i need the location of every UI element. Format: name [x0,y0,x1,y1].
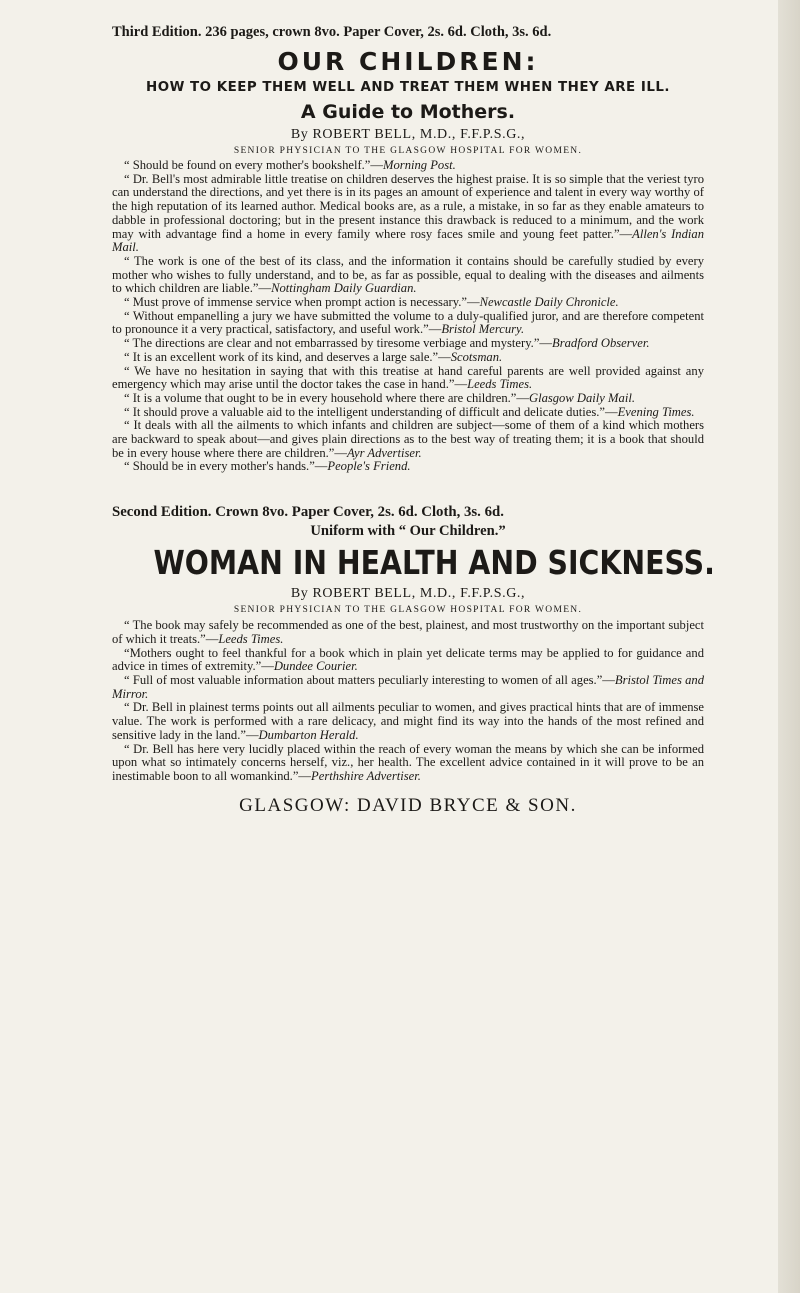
review-source: Nottingham Daily Guardian. [271,281,417,296]
woman-health-title: WOMAN IN HEALTH AND SICKNESS. [153,543,715,583]
second-author-position: SENIOR PHYSICIAN TO THE GLASGOW HOSPITAL FOR WOMEN. [233,605,583,616]
review-item: “ It should prove a valuable aid to the intelligent understanding of difficult and delicate duties.”—Evening Times. [124,404,695,419]
review-item: “ Dr. Bell has here very lucidly placed within the reach of every woman the means by which she can be informed upon what so intimately concerns herself, viz., her health. The excellent advice contained in it will prove to be an inestimable boon to all womankind.”—Perthshire Advertiser. [112,741,704,783]
review-item: “ It is a volume that ought to be in every household where there are children.”—Glasgow Daily Mail. [124,390,635,405]
review-source: Leeds Times. [467,377,533,392]
review-item: “ Must prove of immense service when prompt action is necessary.”—Newcastle Daily Chronicle. [124,295,619,310]
first-author-position: SENIOR PHYSICIAN TO THE GLASGOW HOSPITAL FOR WOMEN. [233,146,583,156]
review-item: “ It is an excellent work of its kind, and deserves a large sale.”—Scotsman. [124,349,503,364]
review-source: Newcastle Daily Chronicle. [479,295,619,310]
review-source: People's Friend. [327,459,411,474]
review-item: “ Full of most valuable information about matters peculiarly interesting to women of all ages.”—Bristol Times and Mirror. [112,672,705,701]
review-item: “ The work is one of the best of its class, and the information it contains should be carefully studied by every mother who wishes to fully understand, and to be, as far as possible, equal to dealing with the diseases and ailments to which children are liable.”—Nottingham Daily Guardian. [112,253,704,296]
review-item: “ The book may safely be recommended as one of the best, plainest, and most trustworthy on the important subject of which it treats.”—Leeds Times. [112,618,704,646]
our-children-subtitle: HOW TO KEEP THEM WELL AND TREAT THEM WHEN THEY ARE ILL. [146,80,670,95]
review-source: Perthshire Advertiser. [311,768,421,783]
first-edition-line: Third Edition. 236 pages, crown 8vo. Paper Cover, 2s. 6d. Cloth, 3s. 6d. [112,24,552,40]
uniform-with-line: Uniform with “ Our Children.” [310,523,506,540]
review-item: “ Without empanelling a jury we have submitted the volume to a duly-qualified juror, and are therefore competent to pronounce it a very practical, satisfactory, and useful work.”—Bristol Mercury. [112,308,704,337]
review-source: Bristol Mercury. [441,322,525,337]
review-source: Bradford Observer. [552,336,650,351]
review-source: Dundee Courier. [273,659,358,674]
review-item: “ We have no hesitation in saying that with this treatise at hand careful parents are well provided against any emergency which may arise until the doctor takes the case in hand.”—Leeds Times. [112,363,704,392]
publisher-imprint: GLASGOW: DAVID BRYCE & SON. [239,794,577,816]
review-source: Allen's Indian Mail. [112,226,704,255]
review-source: Scotsman. [450,349,503,364]
page-edge-shadow [778,0,800,1293]
second-author-byline: By ROBERT BELL, M.D., F.F.P.S.G., [290,586,526,602]
first-author-byline: By ROBERT BELL, M.D., F.F.P.S.G., [290,127,526,142]
review-source: Morning Post. [383,158,456,172]
review-item: “ The directions are clear and not embarrassed by tiresome verbiage and mystery.”—Bradford Observer. [124,336,650,351]
our-children-title: OUR CHILDREN: [277,47,539,76]
review-item: “ Should be in every mother's hands.”—People's Friend. [124,459,411,474]
guide-heading: A Guide to Mothers. [300,101,516,123]
page-content [112,22,715,818]
review-item: “ Should be found on every mother's bookshelf.”—Morning Post. [124,158,456,172]
review-source: Dumbarton Herald. [258,727,359,742]
review-item: “ Dr. Bell in plainest terms points out all ailments peculiar to women, and gives practical hints that are of immense value. The work is performed with a rare delicacy, and might find its way into the hands of the most refined and sensitive lady in the land.”—Dumbarton Herald. [112,700,704,742]
review-source: Glasgow Daily Mail. [528,390,635,405]
review-source: Ayr Advertiser. [346,445,422,460]
first-reviews [112,159,704,474]
review-source: Bristol Times and Mirror. [112,672,705,701]
review-item: “ It deals with all the ailments to which infants and children are subject—some of them of a kind which mothers are backward to speak about—and gives plain directions as to the best way of treating them; it is a book that should be in every house where there are children.”—Ayr Advertiser. [112,418,704,460]
second-edition-line: Second Edition. Crown 8vo. Paper Cover, 2s. 6d. Cloth, 3s. 6d. [112,504,504,521]
review-source: Leeds Times. [218,631,284,646]
review-item: “ Dr. Bell's most admirable little treatise on children deserves the highest praise. It is so simple that the veriest tyro can understand the directions, and yet there is in its pages an amount of experience and talent in every way worthy of the high reputation of its learned author. Medical books are, as a rule, a mistake, in so far as they enable amateurs to dabble in professional doctoring; but in the present instance this drawback is reduced to a minimum, and the work may with advantage find a home in every family where rosy faces smile and young feet patter.”—Allen's Indian Mail. [112,171,704,255]
review-source: Evening Times. [617,404,695,419]
second-reviews [112,619,704,783]
review-item: “Mothers ought to feel thankful for a book which in plain yet delicate terms may be applied to for guidance and advice in times of extremity.”—Dundee Courier. [112,645,704,674]
